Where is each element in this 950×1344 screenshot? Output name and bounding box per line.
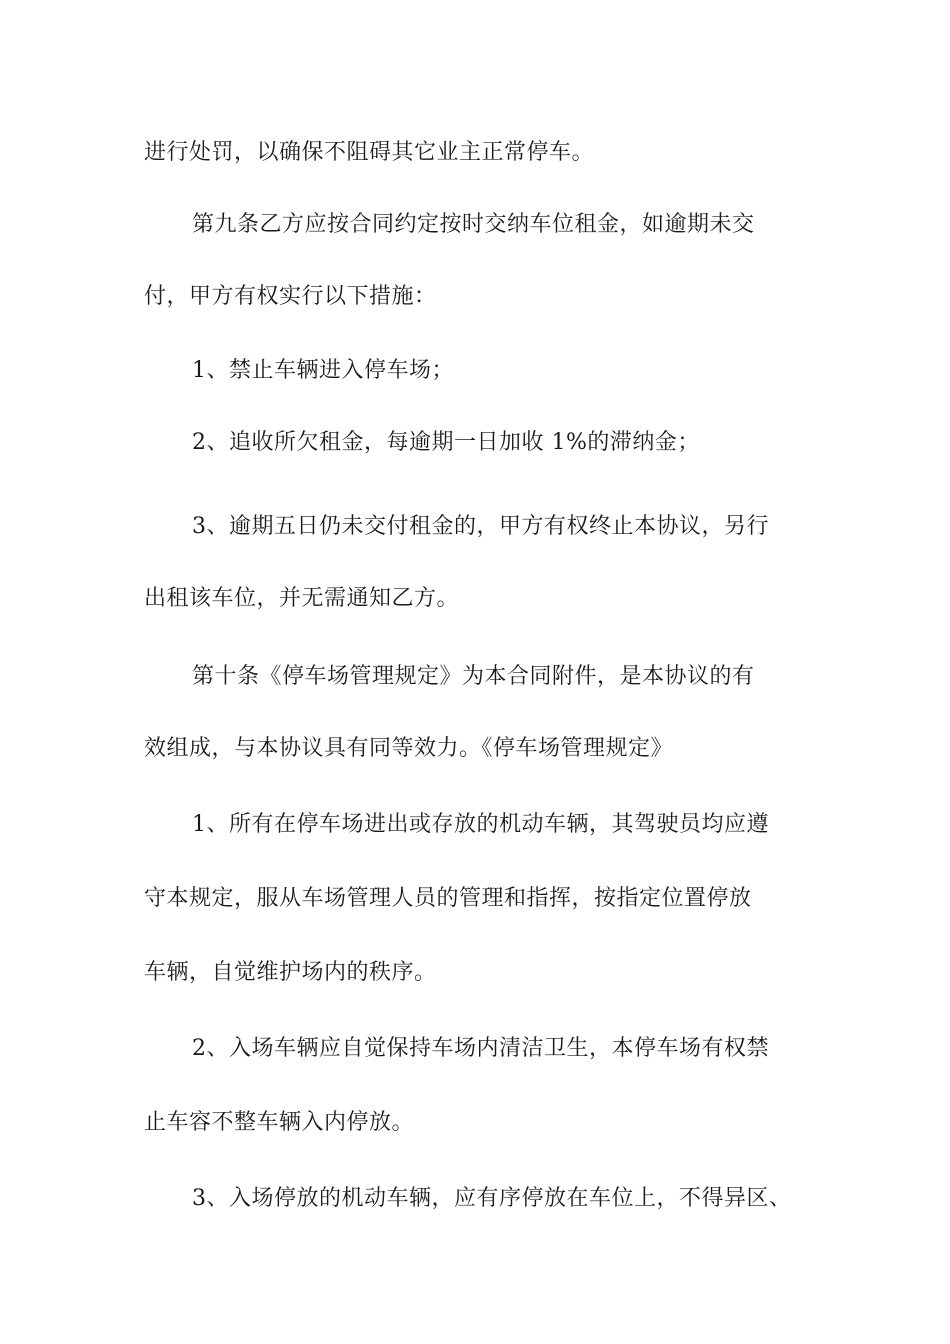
text-line-2: 第九条乙方应按合同约定按时交纳车位租金，如逾期未交: [192, 212, 755, 237]
text-line-12: 车辆，自觉维护场内的秩序。: [144, 960, 437, 985]
text-line-6: 3、逾期五日仍未交付租金的，甲方有权终止本协议，另行: [192, 514, 769, 539]
text-line-1: 进行处罚，以确保不阻碍其它业主正常停车。: [144, 140, 595, 165]
text-line-8: 第十条《停车场管理规定》为本合同附件，是本协议的有: [192, 664, 755, 689]
text-line-13: 2、入场车辆应自觉保持车场内清洁卫生，本停车场有权禁: [192, 1036, 769, 1061]
text-line-9: 效组成，与本协议具有同等效力。《停车场管理规定》: [144, 736, 674, 761]
text-line-14: 止车容不整车辆入内停放。: [144, 1110, 415, 1135]
text-line-7: 出租该车位，并无需通知乙方。: [144, 586, 460, 611]
text-line-15: 3、入场停放的机动车辆，应有序停放在车位上，不得异区、: [192, 1186, 792, 1211]
text-line-4: 1、禁止车辆进入停车场；: [192, 358, 454, 383]
text-line-5: 2、追收所欠租金，每逾期一日加收 1%的滞纳金；: [192, 430, 700, 455]
text-line-10: 1、所有在停车场进出或存放的机动车辆，其驾驶员均应遵: [192, 812, 769, 837]
text-line-11: 守本规定，服从车场管理人员的管理和指挥，按指定位置停放: [144, 886, 752, 911]
text-line-3: 付，甲方有权实行以下措施：: [144, 284, 437, 309]
